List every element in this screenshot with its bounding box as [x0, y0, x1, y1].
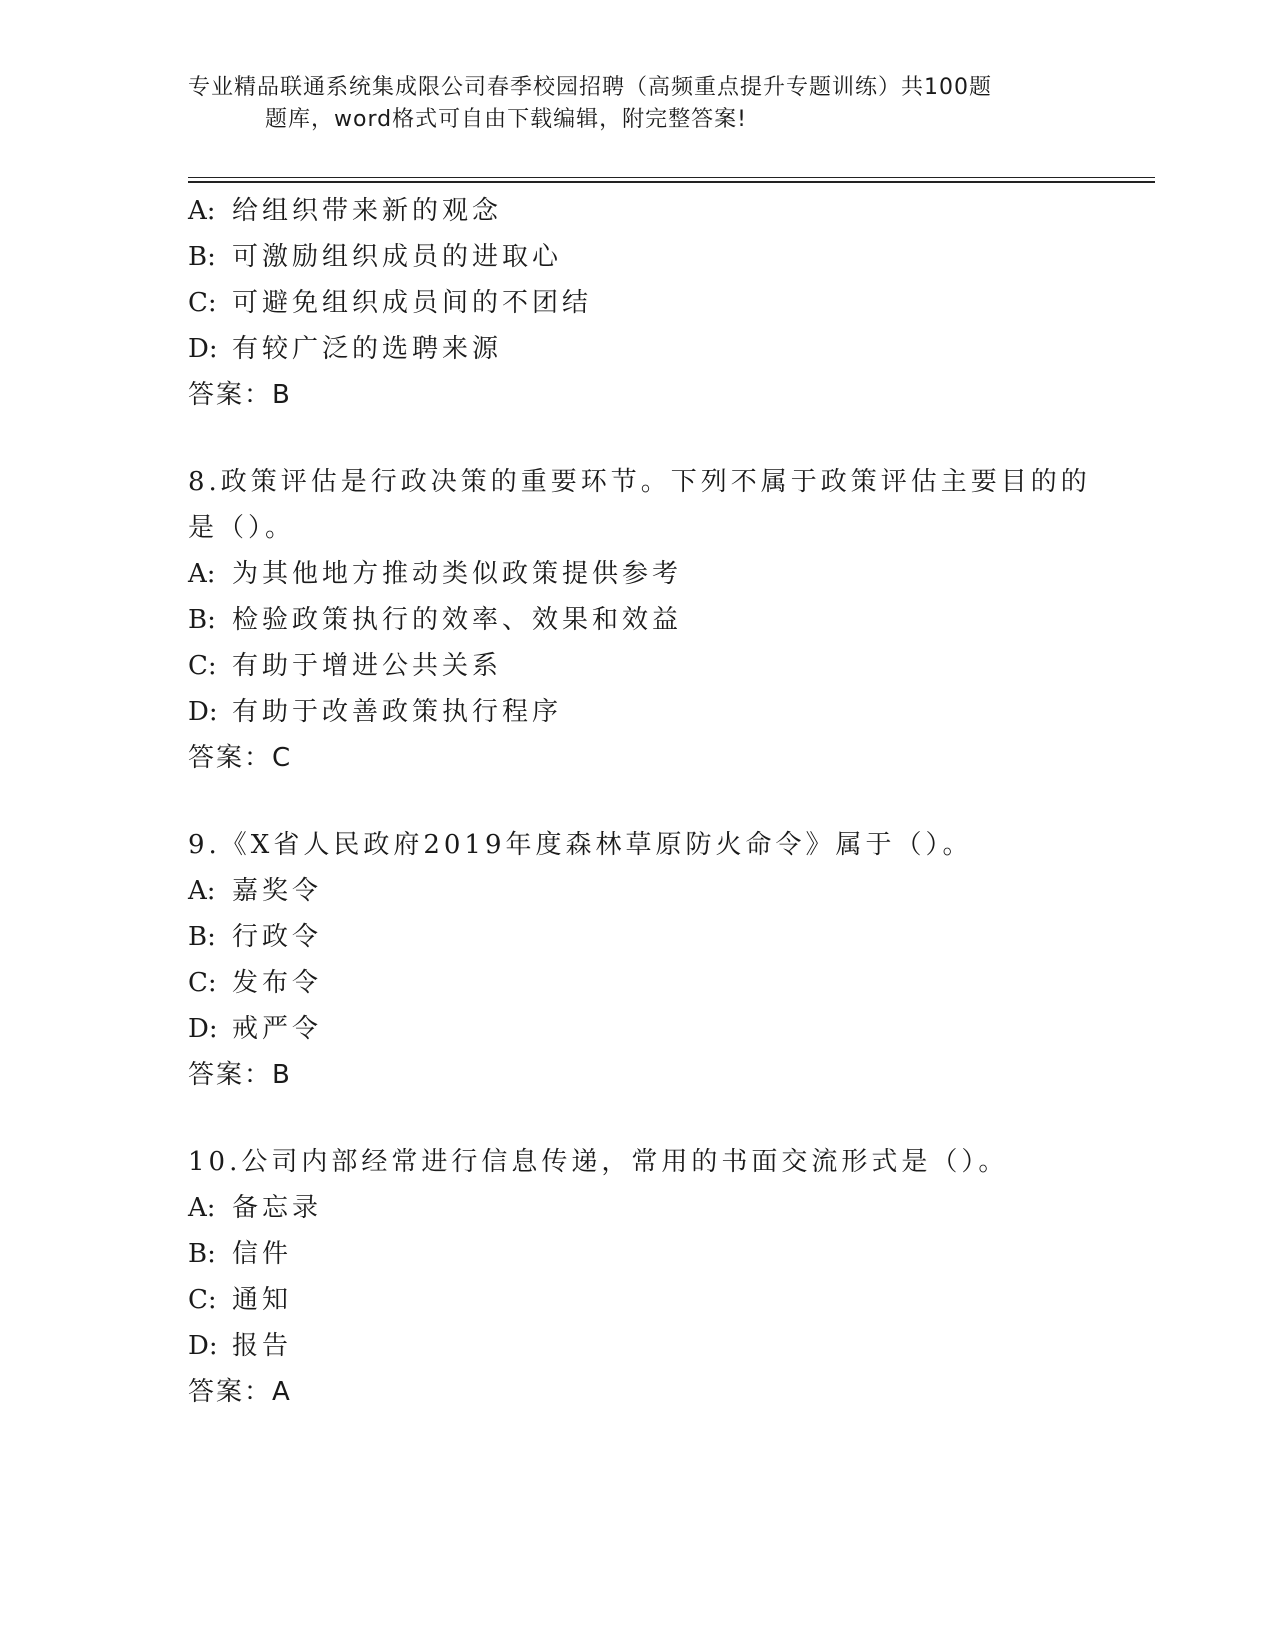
option-letter: B: [188, 242, 216, 272]
question-7-option-a [188, 188, 1155, 234]
header-divider-thin [188, 177, 1155, 178]
option-letter: B: [188, 605, 216, 635]
option-text: 行政令 [232, 922, 323, 952]
question-8 [188, 459, 1155, 781]
question-8-answer: 答案：C [188, 743, 293, 773]
option-letter: A: [188, 876, 216, 906]
option-letter: A: [188, 196, 216, 226]
question-7-option-d [188, 326, 1155, 372]
option-text: 戒严令 [232, 1014, 323, 1044]
option-text: 通知 [232, 1285, 293, 1315]
question-list [188, 188, 1155, 1415]
question-8-option-b [188, 597, 1155, 643]
question-9-answer: 答案：B [188, 1060, 292, 1090]
question-9-option-a [188, 868, 1155, 914]
question-9-option-b [188, 914, 1155, 960]
header-title-line-2: 题库，word格式可自由下载编辑，附完整答案! [265, 107, 747, 132]
option-text: 发布令 [232, 968, 323, 998]
spacer [188, 418, 1155, 459]
question-10-option-a [188, 1185, 1155, 1231]
question-7-option-c [188, 280, 1155, 326]
header-divider-thick [188, 181, 1155, 183]
spacer [188, 1098, 1155, 1139]
option-text: 有助于增进公共关系 [232, 651, 503, 681]
question-7-option-b [188, 234, 1155, 280]
question-9-option-c [188, 960, 1155, 1006]
option-text: 检验政策执行的效率、效果和效益 [232, 605, 683, 635]
option-text: 有助于改善政策执行程序 [232, 697, 563, 727]
question-8-text-line-2: 是（）。 [188, 513, 296, 543]
question-10-option-d [188, 1323, 1155, 1369]
question-9-option-d [188, 1006, 1155, 1052]
option-letter: A: [188, 559, 216, 589]
question-8-option-d [188, 689, 1155, 735]
option-letter: C: [188, 651, 217, 681]
option-letter: C: [188, 968, 217, 998]
header-title-line-1: 专业精品联通系统集成限公司春季校园招聘（高频重点提升专题训练）共100题 [188, 75, 992, 100]
option-letter: D: [188, 1331, 218, 1361]
spacer [188, 781, 1155, 822]
question-8-option-c [188, 643, 1155, 689]
question-9 [188, 822, 1155, 1098]
option-text: 给组织带来新的观念 [232, 196, 503, 226]
option-text: 备忘录 [232, 1193, 323, 1223]
option-letter: B: [188, 922, 216, 952]
question-10-text: 10.公司内部经常进行信息传递，常用的书面交流形式是（）。 [188, 1147, 1009, 1177]
option-letter: D: [188, 697, 218, 727]
question-10-option-c [188, 1277, 1155, 1323]
question-10-answer: 答案：A [188, 1377, 292, 1407]
option-text: 可激励组织成员的进取心 [232, 242, 563, 272]
option-text: 为其他地方推动类似政策提供参考 [232, 559, 683, 589]
document-header [188, 72, 1068, 136]
question-9-text: 9.《X省人民政府2019年度森林草原防火命令》属于（）。 [188, 830, 973, 860]
question-10 [188, 1139, 1155, 1415]
question-7-answer: 答案：B [188, 380, 292, 410]
question-10-option-b [188, 1231, 1155, 1277]
option-text: 嘉奖令 [232, 876, 323, 906]
option-text: 报告 [232, 1331, 293, 1361]
option-text: 信件 [232, 1239, 293, 1269]
option-letter: B: [188, 1239, 216, 1269]
option-letter: D: [188, 334, 218, 364]
question-8-option-a [188, 551, 1155, 597]
option-letter: C: [188, 1285, 217, 1315]
option-text: 可避免组织成员间的不团结 [232, 288, 593, 318]
option-letter: A: [188, 1193, 216, 1223]
option-letter: C: [188, 288, 217, 318]
question-8-text-line-1: 8.政策评估是行政决策的重要环节。下列不属于政策评估主要目的的 [188, 467, 1091, 497]
question-7 [188, 188, 1155, 418]
option-text: 有较广泛的选聘来源 [232, 334, 503, 364]
option-letter: D: [188, 1014, 218, 1044]
